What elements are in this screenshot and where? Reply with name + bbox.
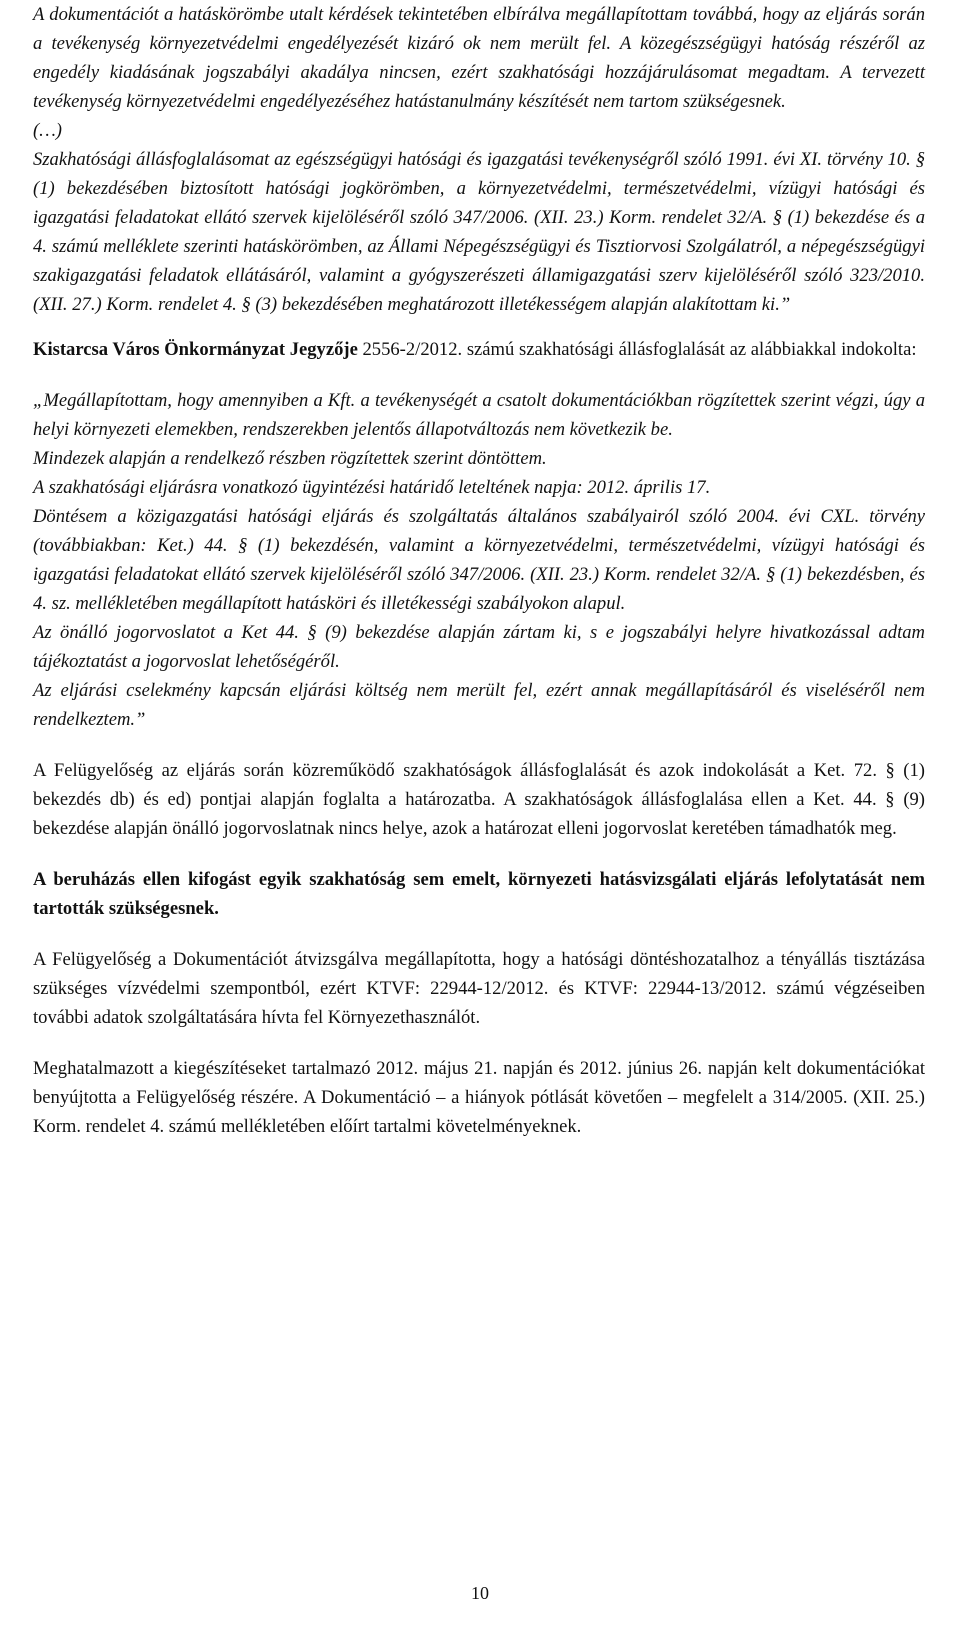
quote-paragraph: „Megállapítottam, hogy amennyiben a Kft. a tevékenységét a csatolt dokumentációkban rögzítettek szerint végzi, úgy a helyi környezeti elemekben, rendszerekben jelentős állapotváltozás nem következik be. — [33, 390, 925, 440]
bold-heading: A beruházás ellen kifogást egyik szakhatóság sem emelt, környezeti hatásvizsgálati eljárás lefolytatását nem tartották szükségesnek. — [33, 869, 925, 919]
quote-paragraph: Szakhatósági állásfoglalásomat az egészségügyi hatósági és igazgatási tevékenységről szóló 1991. évi XI. törvény 10. § (1) bekezdésében biztosított hatósági jogkörömben, a környezetvédelmi, természetvédelmi, vízügyi hatósági és igazgatási feladatokat ellátó szervek kijelöléséről szóló 347/2006. (XII. 23.) Korm. rendelet 32/A. § (1) bekezdése és a 4. számú melléklete szerinti hatáskörömben, az Állami Népegészségügyi és Tisztiorvosi Szolgálatról, a népegészségügyi szakigazgatási feladatok ellátásáról, valamint a gyógyszerészeti államigazgatási szerv kijelöléséről szóló 323/2010. (XII. 27.) Korm. rendelet 4. § (3) bekezdésében meghatározott illetékességem alapján alakítottam ki.” — [33, 149, 925, 315]
body-paragraph: A Felügyelőség a Dokumentációt átvizsgálva megállapította, hogy a hatósági döntéshozatalhoz a tényállás tisztázása szükséges vízvédelmi szempontból, ezért KTVF: 22944-12/2012. és KTVF: 22944-13/2012. számú végzéseiben további adatok szolgáltatására hívta fel Környezethasználót. — [33, 949, 925, 1028]
quote-paragraph: A dokumentációt a hatáskörömbe utalt kérdések tekintetében elbírálva megállapítottam továbbá, hogy az eljárás során a tevékenység környezetvédelmi engedélyezését kizáró ok nem merült fel. A közegészségügyi hatóság részéről az engedély kiadásának jogszabályi akadálya nincsen, ezért szakhatósági hozzájárulásomat megadtam. A tervezett tevékenység környezetvédelmi engedélyezéséhez hatástanulmány készítését nem tartom szükségesnek. — [33, 4, 925, 112]
authority-name: Kistarcsa Város Önkormányzat Jegyzője — [33, 339, 358, 360]
quote-paragraph: Az önálló jogorvoslatot a Ket 44. § (9) bekezdése alapján zártam ki, s e jogszabályi helyre hivatkozással adtam tájékoztatást a jogorvoslat lehetőségéről. — [33, 622, 925, 672]
page-number: 10 — [471, 1583, 489, 1603]
quote-ellipsis: (…) — [33, 120, 62, 141]
authority-text: 2556-2/2012. számú szakhatósági állásfoglalását az alábbiakkal indokolta: — [357, 339, 917, 360]
body-paragraph: A Felügyelőség az eljárás során közreműködő szakhatóságok állásfoglalását és azok indokolását a Ket. 72. § (1) bekezdés db) és ed) pontjai alapján foglalta a határozatba. A szakhatóságok állásfoglalása ellen a Ket. 44. § (9) bekezdése alapján önálló jogorvoslatnak nincs helye, azok a határozat elleni jogorvoslat keretében támadhatók meg. — [33, 760, 925, 839]
quote-paragraph: A szakhatósági eljárásra vonatkozó ügyintézési határidő leteltének napja: 2012. április 17. — [33, 477, 711, 498]
document-page — [33, 0, 925, 1141]
quote-paragraph: Döntésem a közigazgatási hatósági eljárás és szolgáltatás általános szabályairól szóló 2004. évi CXL. törvény (továbbiakban: Ket.) 44. § (1) bekezdésén, valamint a környezetvédelmi, természetvédelmi, vízügyi hatósági és igazgatási feladatokat ellátó szervek kijelöléséről szóló 347/2006. (XII. 23.) Korm. rendelet 32/A. § (1) bekezdésben, és 4. sz. mellékletében megállapított hatásköri és illetékességi szabályokon alapul. — [33, 506, 925, 614]
kistarcsa-paragraph — [33, 335, 925, 364]
quote-paragraph: Mindezek alapján a rendelkező részben rögzítettek szerint döntöttem. — [33, 448, 547, 469]
body-paragraph: Meghatalmazott a kiegészítéseket tartalmazó 2012. május 21. napján és 2012. június 26. napján kelt dokumentációkat benyújtotta a Felügyelőség részére. A Dokumentáció – a hiányok pótlását követően – megfelelt a 314/2005. (XII. 25.) Korm. rendelet 4. számú mellékletében előírt tartalmi követelményeknek. — [33, 1058, 925, 1137]
quote-paragraph: Az eljárási cselekmény kapcsán eljárási költség nem merült fel, ezért annak megállapításáról és viseléséről nem rendelkeztem.” — [33, 680, 925, 730]
